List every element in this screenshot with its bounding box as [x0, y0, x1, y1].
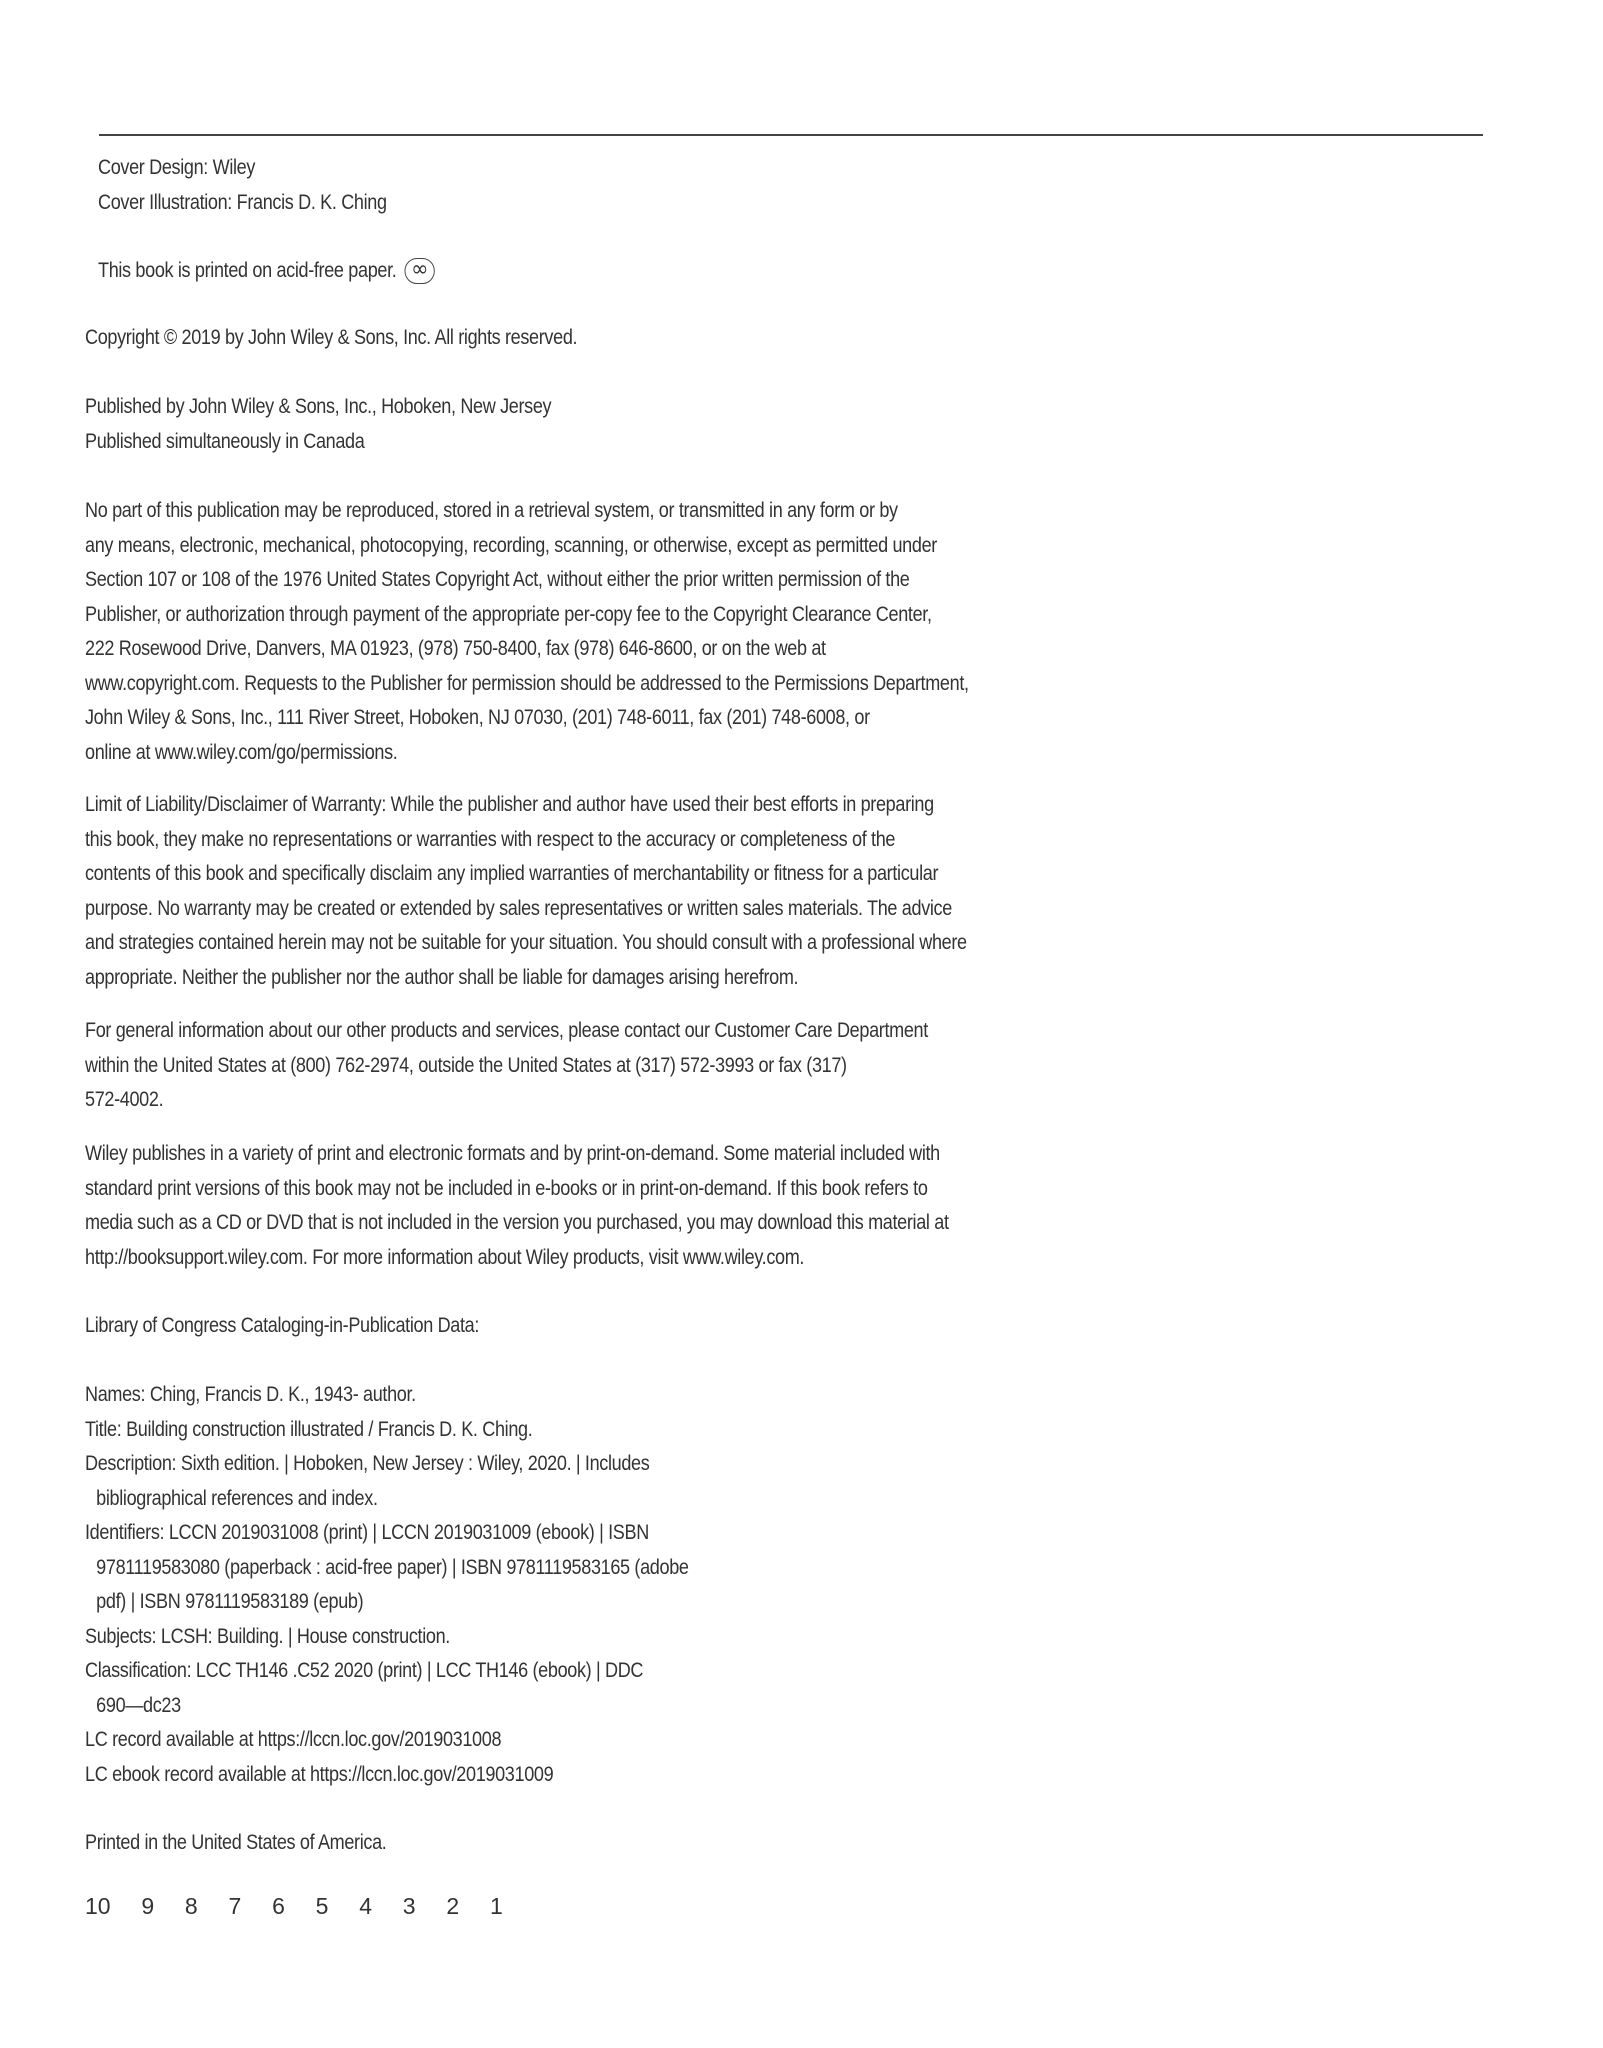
- permissions-paragraph: [85, 494, 969, 770]
- loc-heading: [85, 1309, 479, 1344]
- permissions-line: 222 Rosewood Drive, Danvers, MA 01923, (978) 750-8400, fax (978) 646-8600, or on the web at: [85, 637, 826, 660]
- general-info-line: 572-4002.: [85, 1088, 164, 1111]
- top-rule: [99, 134, 1483, 136]
- published-line: Published by John Wiley & Sons, Inc., Hoboken, New Jersey: [85, 395, 552, 418]
- formats-line: http://booksupport.wiley.com. For more information about Wiley products, visit www.wiley.com.: [85, 1245, 805, 1269]
- printed-in-text: Printed in the United States of America.: [85, 1831, 387, 1854]
- published-line: Published simultaneously in Canada: [85, 429, 365, 453]
- printing-numbers: 10 9 8 7 6 5 4 3 2 1: [85, 1893, 503, 1919]
- cip-line: LC ebook record available at https://lccn.loc.gov/2019031009: [85, 1762, 554, 1786]
- cip-line: Names: Ching, Francis D. K., 1943- author.: [85, 1383, 416, 1406]
- liability-line: Limit of Liability/Disclaimer of Warranty: While the publisher and author have used their best efforts in preparing: [85, 793, 934, 816]
- liability-line: this book, they make no representations or warranties with respect to the accuracy or completeness of the: [85, 827, 896, 851]
- published-info: [85, 390, 551, 459]
- copyright-text: Copyright © 2019 by John Wiley & Sons, Inc. All rights reserved.: [85, 326, 578, 349]
- permissions-line: www.copyright.com. Requests to the Publisher for permission should be addressed to the Permissions Department,: [85, 671, 969, 695]
- cip-line: Title: Building construction illustrated / Francis D. K. Ching.: [85, 1417, 533, 1441]
- permissions-line: No part of this publication may be reproduced, stored in a retrieval system, or transmitted in any form or by: [85, 499, 898, 522]
- acid-free-notice: [98, 254, 434, 288]
- permissions-line: John Wiley & Sons, Inc., 111 River Street, Hoboken, NJ 07030, (201) 748-6011, fax (201) 748-6008, or: [85, 706, 870, 729]
- liability-line: contents of this book and specifically disclaim any implied warranties of merchantability or fitness for a particular: [85, 862, 939, 885]
- cover-credits: [98, 151, 387, 220]
- general-info-paragraph: [85, 1014, 928, 1118]
- formats-paragraph: [85, 1137, 949, 1275]
- permissions-line: Section 107 or 108 of the 1976 United States Copyright Act, without either the prior written permission of the: [85, 568, 910, 591]
- infinity-icon: ∞: [405, 258, 435, 284]
- liability-paragraph: [85, 788, 967, 995]
- permissions-line: online at www.wiley.com/go/permissions.: [85, 740, 398, 764]
- cip-line: Subjects: LCSH: Building. | House construction.: [85, 1624, 450, 1648]
- printed-in: [85, 1826, 386, 1861]
- acid-free-text: This book is printed on acid-free paper.: [98, 259, 397, 282]
- cip-line: 9781119583080 (paperback : acid-free paper) | ISBN 9781119583165 (adobe: [96, 1555, 689, 1579]
- permissions-line: any means, electronic, mechanical, photocopying, recording, scanning, or otherwise, except as permitted under: [85, 533, 937, 557]
- general-info-line: For general information about our other products and services, please contact our Customer Care Department: [85, 1019, 928, 1042]
- cip-line: 690—dc23: [96, 1693, 181, 1717]
- cover-illustration: Cover Illustration: Francis D. K. Ching: [98, 190, 387, 214]
- cip-line: Description: Sixth edition. | Hoboken, New Jersey : Wiley, 2020. | Includes: [85, 1452, 650, 1475]
- copyright-line: [85, 321, 577, 356]
- cip-line: Classification: LCC TH146 .C52 2020 (print) | LCC TH146 (ebook) | DDC: [85, 1659, 644, 1682]
- formats-line: standard print versions of this book may not be included in e-books or in print-on-demand. If this book refers to: [85, 1176, 928, 1200]
- liability-line: and strategies contained herein may not be suitable for your situation. You should consult with a professional where: [85, 931, 967, 954]
- cip-data: [85, 1378, 689, 1792]
- cover-design: Cover Design: Wiley: [98, 156, 256, 179]
- formats-line: media such as a CD or DVD that is not included in the version you purchased, you may download this material at: [85, 1211, 949, 1234]
- loc-heading-text: Library of Congress Cataloging-in-Publication Data:: [85, 1314, 480, 1337]
- cip-line: Identifiers: LCCN 2019031008 (print) | LCCN 2019031009 (ebook) | ISBN: [85, 1521, 649, 1544]
- cip-line: bibliographical references and index.: [96, 1486, 378, 1510]
- general-info-line: within the United States at (800) 762-2974, outside the United States at (317) 572-3993 or fax (317): [85, 1053, 847, 1077]
- cip-line: pdf) | ISBN 9781119583189 (epub): [96, 1590, 364, 1613]
- cip-line: LC record available at https://lccn.loc.gov/2019031008: [85, 1728, 502, 1751]
- permissions-line: Publisher, or authorization through payment of the appropriate per-copy fee to the Copyright Clearance Center,: [85, 602, 932, 626]
- liability-line: purpose. No warranty may be created or extended by sales representatives or written sales materials. The advice: [85, 896, 952, 920]
- liability-line: appropriate. Neither the publisher nor the author shall be liable for damages arising herefrom.: [85, 965, 799, 989]
- formats-line: Wiley publishes in a variety of print and electronic formats and by print-on-demand. Some material included with: [85, 1142, 940, 1165]
